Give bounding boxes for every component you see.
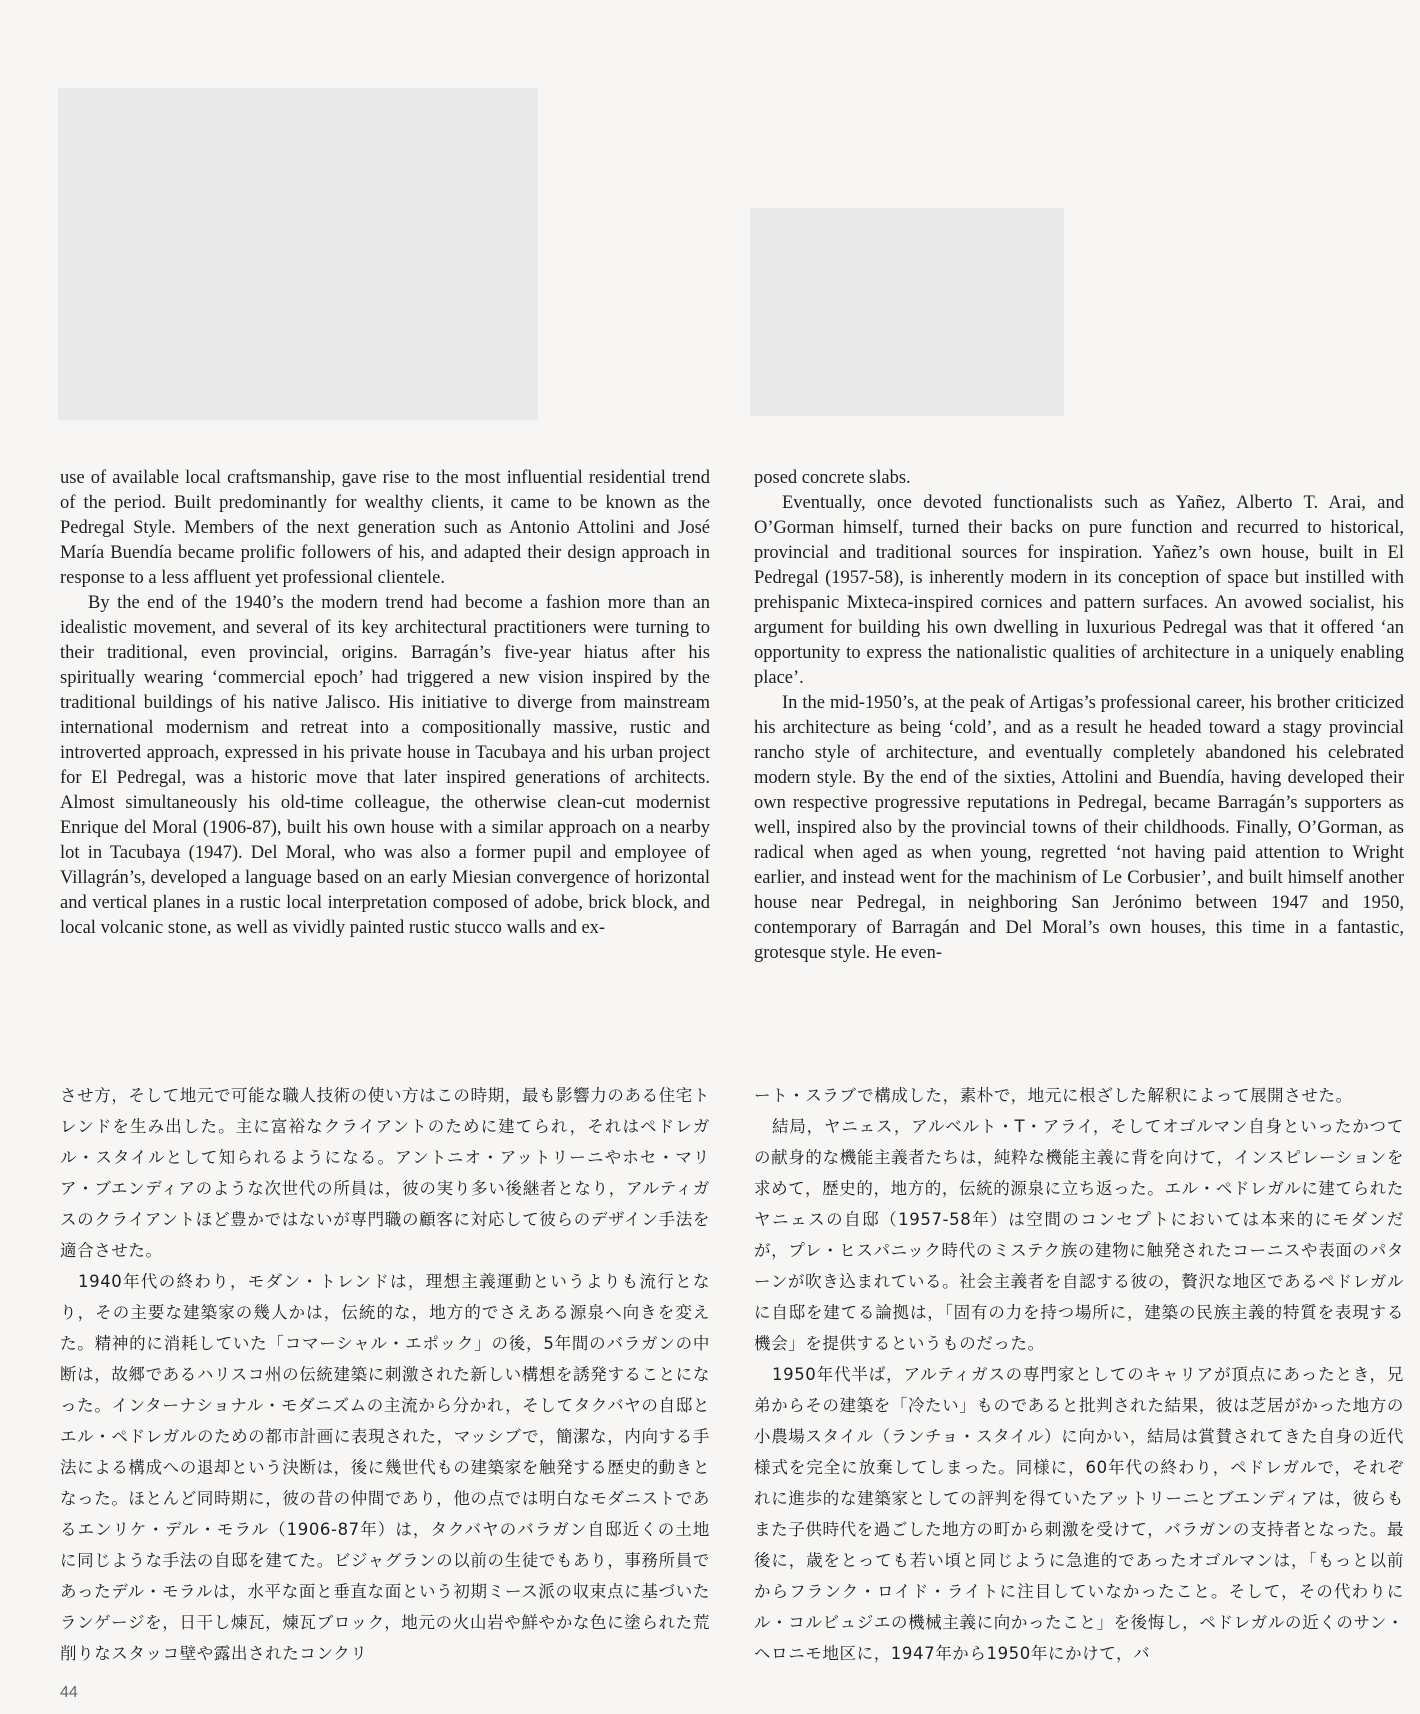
english-paragraph: Eventually, once devoted functionalists such as Yañez, Alberto T. Arai, and O’Gorman himself, turned their backs on pure function and recurred to historical, provincial and traditional sources for inspiration. Yañez’s own house, built in El Pedregal (1957-58), is inherently modern in its conception of space but instilled with prehispanic Mixteca-inspired cornices and pattern surfaces. An avowed socialist, his argument for building his own dwelling in luxurious Pedregal was that it offered ‘an opportunity to express the nationalistic qualities of architecture in a uniquely enabling place’.: [754, 493, 1404, 688]
japanese-paragraph: 1950年代半ば，アルティガスの専門家としてのキャリアが頂点にあったとき，兄弟からその建築を「冷たい」ものであると批判された結果，彼は芝居がかった地方の小農場スタイル（ランチョ・スタイル）に向かい，結局は賞賛されてきた自身の近代様式を完全に放棄してしまった。同様に，60年代の終わり，ペドレガルで，それぞれに進歩的な建築家としての評判を得ていたアットリーニとブエンディアは，彼らもまた子供時代を過ごした地方の町から刺激を受けて，バラガンの支持者となった。最後に，歳をとっても若い頃と同じように急進的であったオゴルマンは，「もっと以前からフランク・ロイド・ライトに注目していなかったこと。そして，その代わりにル・コルビュジエの機械主義に向かったこと」を後悔し，ペドレガルの近くのサン・ヘロニモ地区に，1947年から1950年にかけて，バ: [754, 1365, 1404, 1663]
english-column-right: [754, 466, 1404, 1026]
english-paragraph: use of available local craftsmanship, gave rise to the most influential residential trend of the period. Built predominantly for wealthy clients, it came to be known as the Pedregal Style. Members of the next generation such as Antonio Attolini and José María Buendía became prolific followers of his, and adapted their design approach in response to a less affluent yet professional clientele.: [60, 468, 710, 588]
english-paragraph: In the mid-1950’s, at the peak of Artigas’s professional career, his brother criticized his architecture as being ‘cold’, and as a result he headed toward a stagy provincial rancho style of architecture, and eventually completely abandoned his celebrated modern style. By the end of the sixties, Attolini and Buendía, having developed their own respective progressive reputations in Pedregal, became Barragán’s supporters as well, inspired also by the provincial towns of their childhoods. Finally, O’Gorman, as radical when aged as when young, regretted ‘not having paid attention to Wright earlier, and instead went for the machinism of Le Corbusier’, and built himself another house near Pedregal, in neighboring San Jerónimo between 1947 and 1950, contemporary of Barragán and Del Moral’s own houses, this time in a fantastic, grotesque style. He even-: [754, 693, 1404, 963]
photo-placeholder-left: [58, 88, 538, 420]
english-paragraph: By the end of the 1940’s the modern trend had become a fashion more than an idealistic movement, and several of its key architectural practitioners were turning to their traditional, even provincial, origins. Barragán’s five-year hiatus after his spiritually wearing ‘commercial epoch’ had triggered a new vision inspired by the traditional buildings of his native Jalisco. His initiative to diverge from mainstream international modernism and retreat into a compositionally massive, rustic and introverted approach, expressed in his private house in Tacubaya and his urban project for El Pedregal, was a historic move that later inspired generations of architects. Almost simultaneously his old-time colleague, the otherwise clean-cut modernist Enrique del Moral (1906-87), built his own house with a similar approach on a nearby lot in Tacubaya (1947). Del Moral, who was also a former pupil and employee of Villagrán’s, developed a language based on an early Miesian convergence of horizontal and vertical planes in a rustic local interpretation composed of adobe, brick block, and local volcanic stone, as well as vividly painted rustic stucco walls and ex-: [60, 593, 710, 938]
japanese-paragraph: 結局，ヤニェス，アルベルト・T・アライ，そしてオゴルマン自身といったかつての献身的な機能主義者たちは，純粋な機能主義に背を向けて，インスピレーションを求めて，歴史的，地方的，伝統的源泉に立ち返った。エル・ペドレガルに建てられたヤニェスの自邸（1957-58年）は空間のコンセプトにおいては本来的にモダンだが，プレ・ヒスパニック時代のミステク族の建物に触発されたコーニスや表面のパターンが吹き込まれている。社会主義者を自認する彼の，贅沢な地区であるペドレガルに自邸を建てる論拠は，「固有の力を持つ場所に，建築の民族主義的特質を表現する機会」を提供するというものだった。: [754, 1117, 1404, 1353]
japanese-paragraph: ート・スラブで構成した，素朴で，地元に根ざした解釈によって展開させた。: [754, 1086, 1353, 1105]
page-number: 44: [60, 1684, 78, 1701]
japanese-column-left: [60, 1080, 710, 1663]
photo-placeholder-right: [750, 208, 1064, 416]
japanese-column-right: [754, 1080, 1404, 1663]
english-column-left: [60, 466, 710, 1026]
japanese-paragraph: 1940年代の終わり，モダン・トレンドは，理想主義運動というよりも流行となり，その主要な建築家の幾人かは，伝統的な，地方的でさえある源泉へ向きを変えた。精神的に消耗していた「コマーシャル・エポック」の後，5年間のバラガンの中断は，故郷であるハリスコ州の伝統建築に刺激された新しい構想を誘発することになった。インターナショナル・モダニズムの主流から分かれ，そしてタクバヤの自邸とエル・ペドレガルのための都市計画に表現された，マッシブで，簡潔な，内向する手法による構成への退却という決断は，後に幾世代もの建築家を触発する歴史的動きとなった。ほとんど同時期に，彼の昔の仲間であり，他の点では明白なモダニストであるエンリケ・デル・モラル（1906-87年）は，タクバヤのバラガン自邸近くの土地に同じような手法の自邸を建てた。ビジャグランの以前の生徒でもあり，事務所員であったデル・モラルは，水平な面と垂直な面という初期ミース派の収束点に基づいたランゲージを，日干し煉瓦，煉瓦ブロック，地元の火山岩や鮮やかな色に塗られた荒削りなスタッコ壁や露出されたコンクリ: [60, 1272, 710, 1663]
english-paragraph: posed concrete slabs.: [754, 468, 911, 488]
japanese-paragraph: させ方，そして地元で可能な職人技術の使い方はこの時期，最も影響力のある住宅トレンドを生み出した。主に富裕なクライアントのために建てられ，それはペドレガル・スタイルとして知られるようになる。アントニオ・アットリーニやホセ・マリア・ブエンディアのような次世代の所員は，彼の実り多い後継者となり，アルティガスのクライアントほど豊かではないが専門職の顧客に対応して彼らのデザイン手法を適合させた。: [60, 1086, 710, 1260]
